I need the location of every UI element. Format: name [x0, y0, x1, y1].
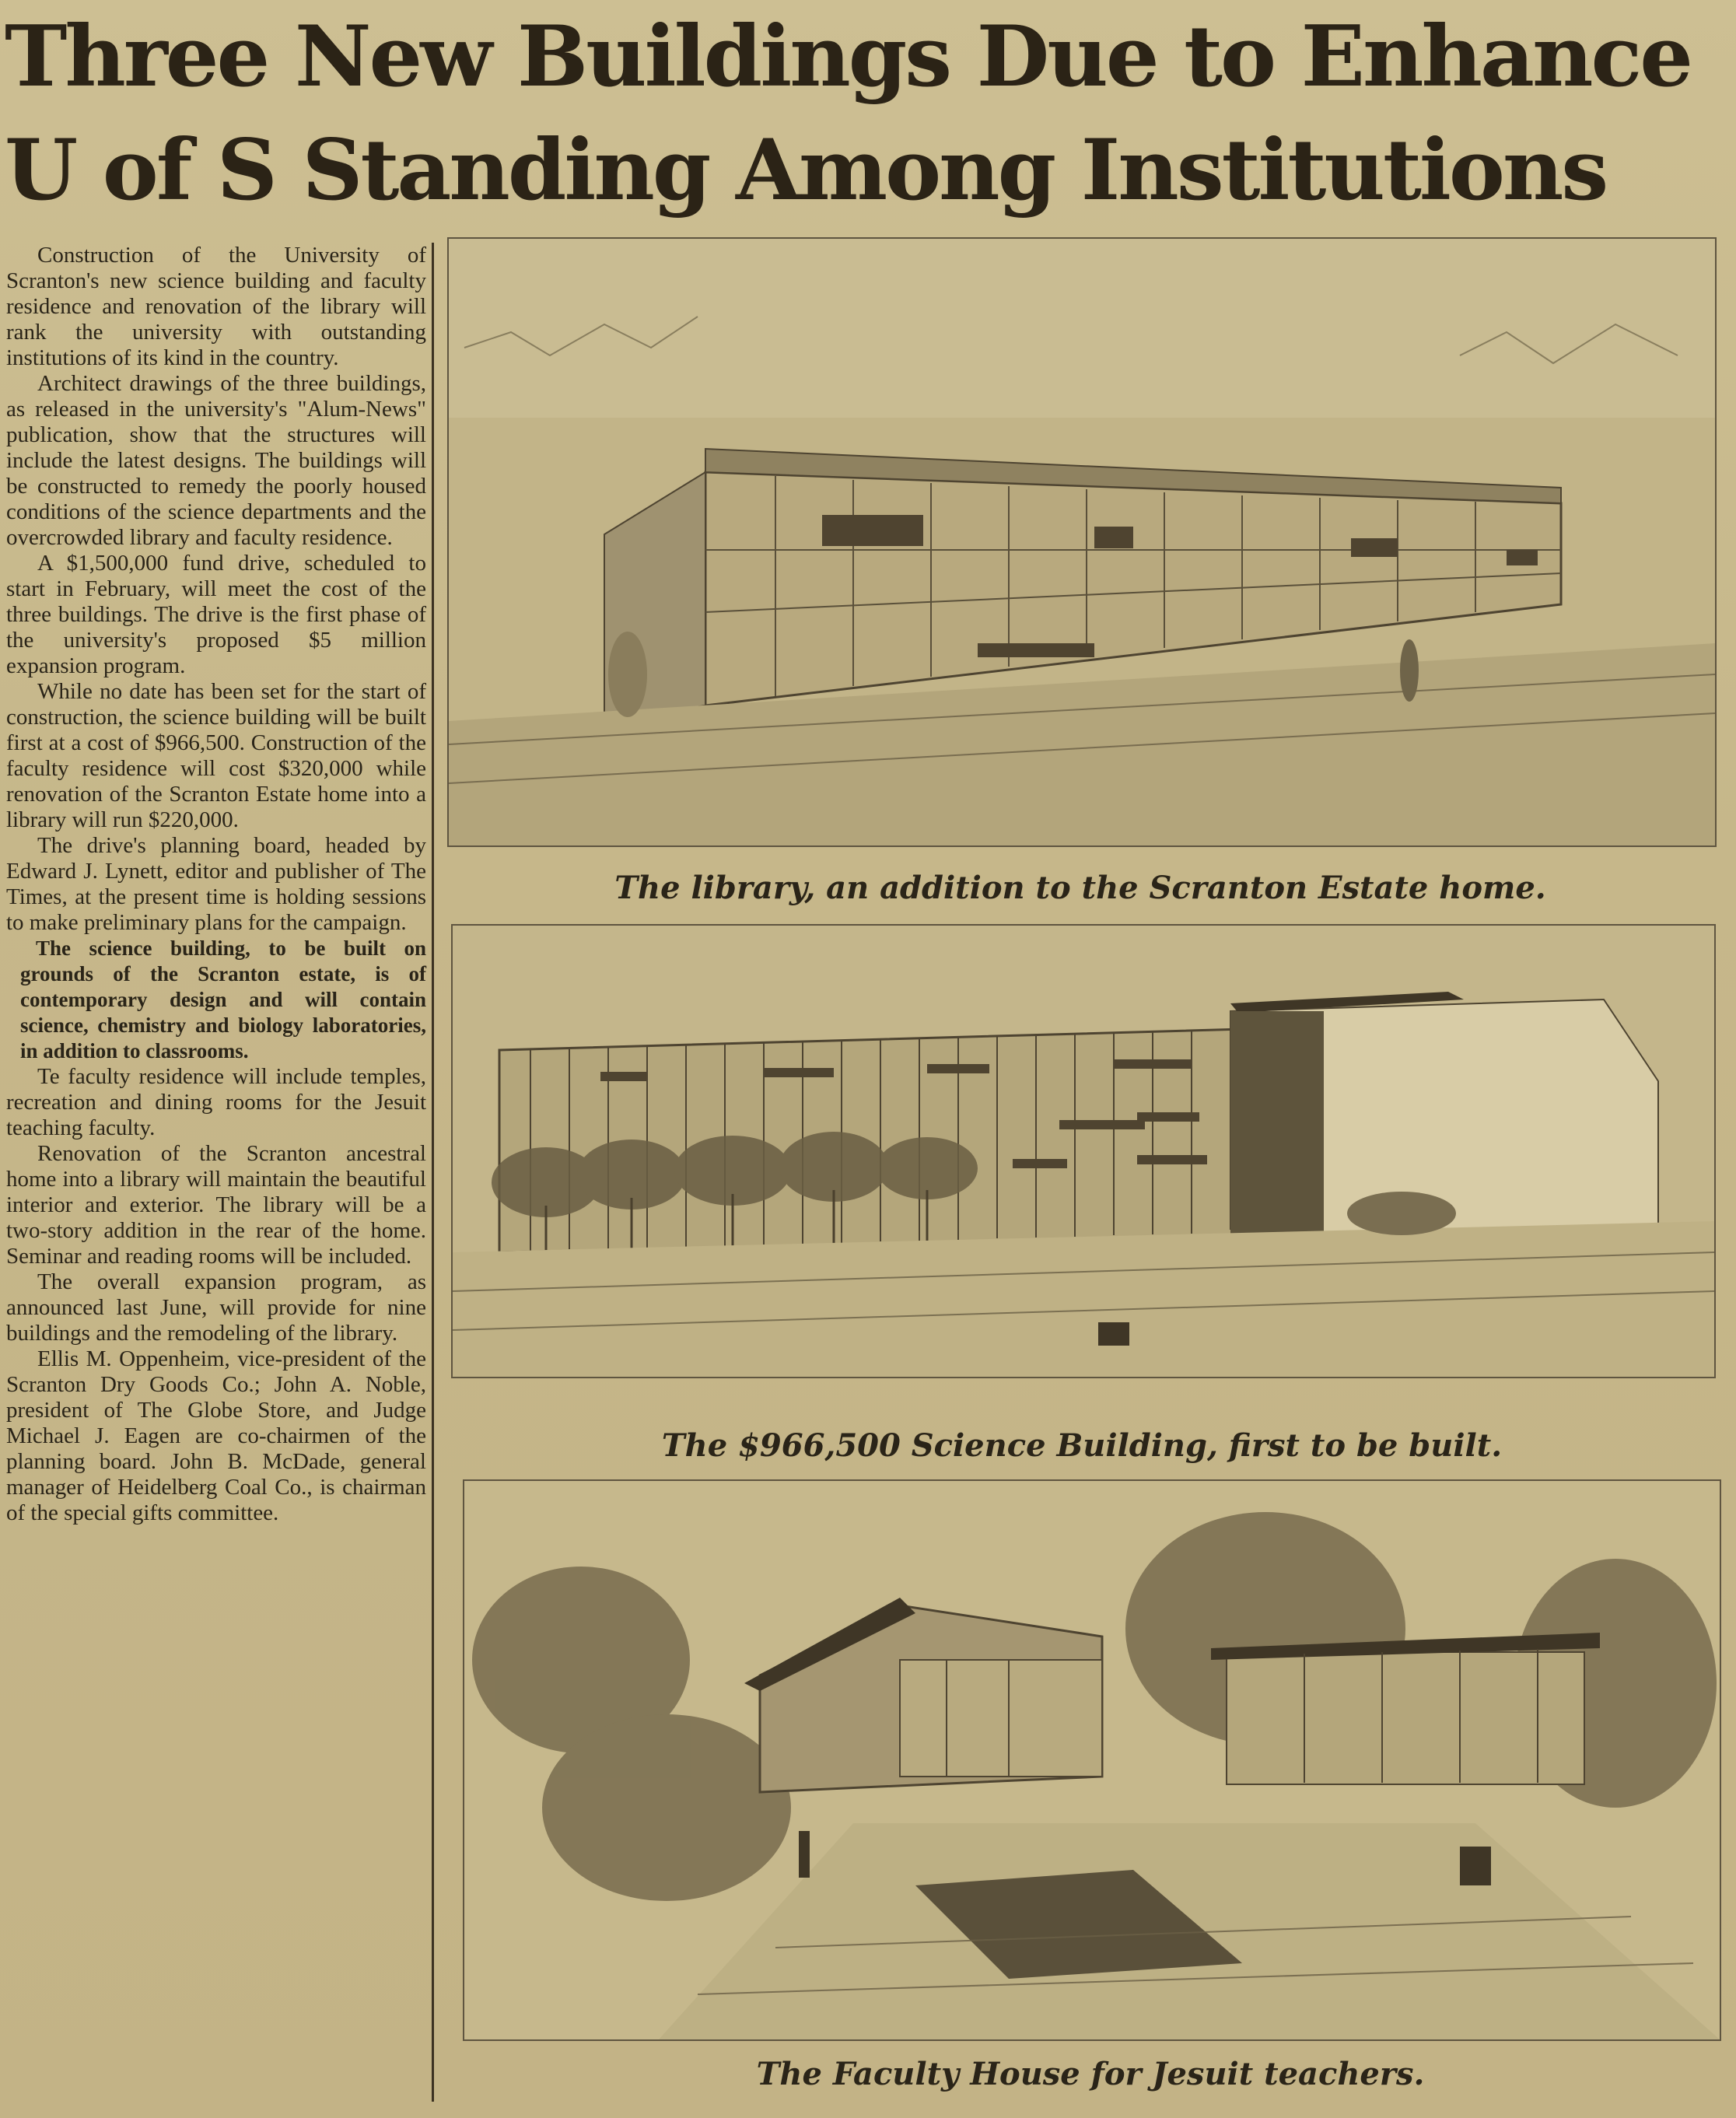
science-building-drawing [451, 924, 1716, 1378]
column-rule [432, 243, 434, 2102]
faculty-house-drawing [463, 1479, 1721, 2041]
faculty-house-caption: The Faculty House for Jesuit teachers. [756, 2056, 1425, 2092]
paragraph-9: The overall expansion program, as announced last June, will provide for nine buildings and the remodeling of the library. [6, 1269, 426, 1346]
headline-line-1: Three New Buildings Due to Enhance [5, 8, 1692, 106]
paragraph-8: Renovation of the Scranton ancestral home into a library will maintain the beautiful interior and exterior. The library will be a two-story addition in the rear of the home. Seminar and reading rooms will be included. [6, 1141, 426, 1269]
paragraph-1: Construction of the University of Scranton's new science building and faculty residence and renovation of the library will rank the university with outstanding institutions of its kind in the country. [6, 243, 426, 370]
paragraph-7: Te faculty residence will include temples, recreation and dining rooms for the Jesuit teaching faculty. [6, 1064, 426, 1140]
article-body [6, 243, 426, 2109]
science-building-caption: The $966,500 Science Building, first to be built. [661, 1427, 1503, 1464]
paragraph-3: A $1,500,000 fund drive, scheduled to start in February, will meet the cost of the three buildings. The drive is the first phase of the university's proposed $5 million expansion program. [6, 551, 426, 678]
paragraph-2: Architect drawings of the three buildings, as released in the university's "Alum-News" publication, show that the structures will include the latest designs. The buildings will be constructed to remedy the poorly housed conditions of the science departments and the overcrowded library and faculty residence. [6, 371, 426, 550]
paragraph-6-bold: The science building, to be built on grounds of the Scranton estate, is of contemporary design and will contain science, chemistry and biology laboratories, in addition to classrooms. [20, 936, 426, 1063]
paragraph-4: While no date has been set for the start of construction, the science building will be built first at a cost of $966,500. Construction of the faculty residence will cost $320,000 while renovation of the Scranton Estate home into a library will run $220,000. [6, 679, 426, 832]
library-drawing [447, 237, 1717, 847]
paragraph-5: The drive's planning board, headed by Edward J. Lynett, editor and publisher of The Times, at the present time is holding sessions to make preliminary plans for the campaign. [6, 833, 426, 935]
paragraph-10: Ellis M. Oppenheim, vice-president of the Scranton Dry Goods Co.; John A. Noble, president of The Globe Store, and Judge Michael J. Eagen are co-chairmen of the planning board. John B. McDade, general manager of Heidelberg Coal Co., is chairman of the special gifts committee. [6, 1346, 426, 1525]
library-caption: The library, an addition to the Scranton Estate home. [614, 870, 1546, 906]
headline-line-2: U of S Standing Among Institutions [5, 121, 1607, 219]
headline [5, 0, 1724, 227]
